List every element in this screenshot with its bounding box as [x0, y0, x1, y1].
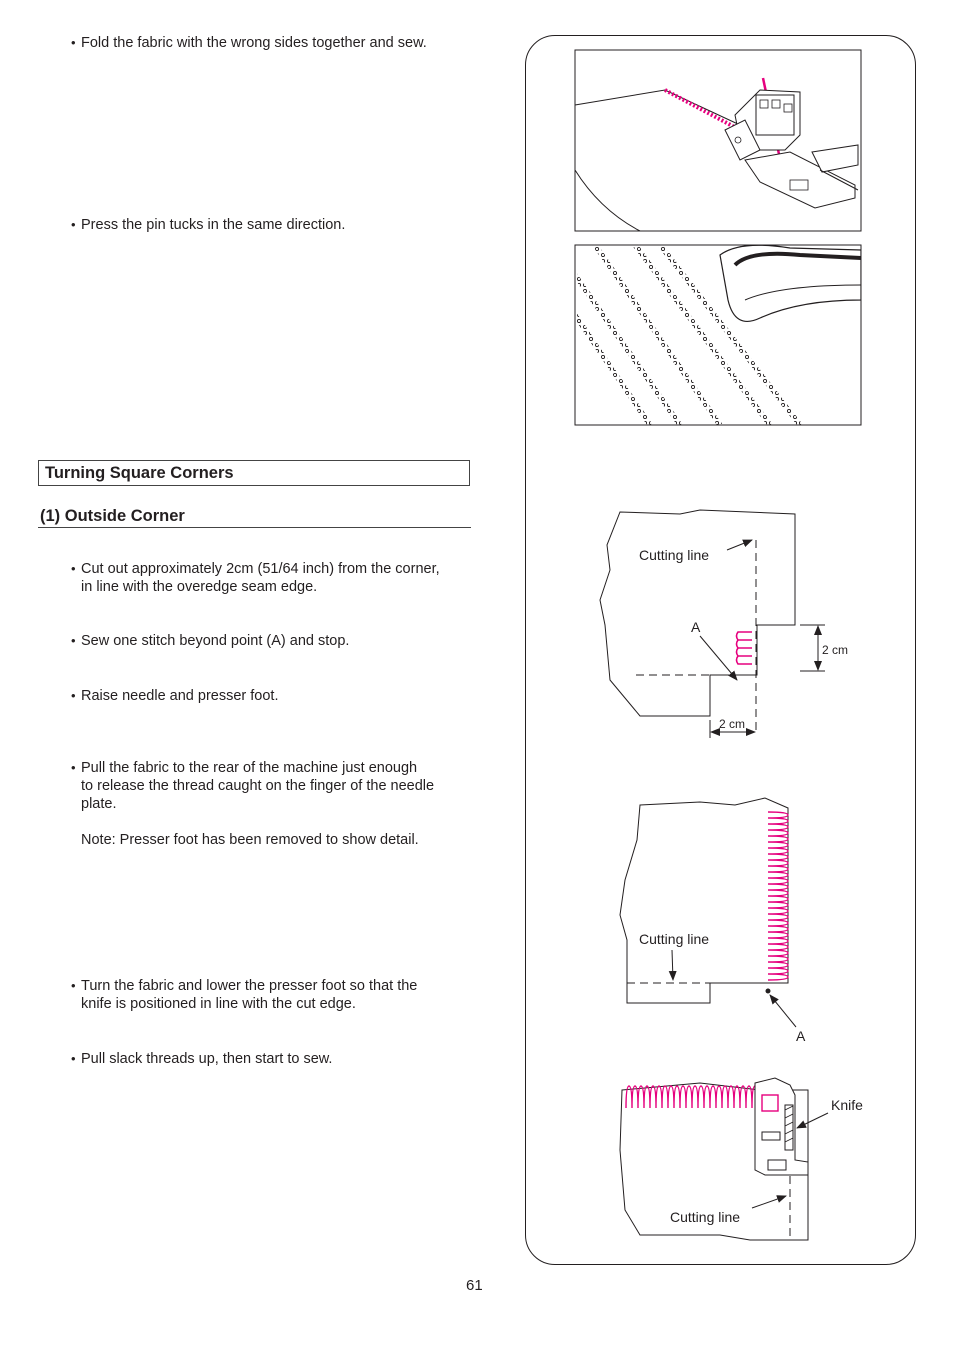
bullet-text: Pull slack threads up, then start to sew. [81, 1051, 333, 1067]
figure-sewing-foot [575, 50, 861, 231]
bullet-text: Pull the fabric to the rear of the machine just enough [81, 760, 418, 776]
label-2cm-horizontal: 2 cm [719, 717, 746, 731]
bullet-dot: • [71, 760, 76, 775]
label-point-a: A [691, 619, 701, 635]
bullet-dot: • [71, 35, 76, 50]
label-cutting-line: Cutting line [639, 547, 710, 563]
subsection-title: (1) Outside Corner [40, 507, 185, 525]
bullet-dot: • [71, 633, 76, 648]
bullet-dot: • [71, 688, 76, 703]
bullet-text: Cut out approximately 2cm (51/64 inch) from the corner, [81, 561, 440, 577]
bullet-text: to release the thread caught on the finger of the needle [81, 778, 435, 794]
section-title: Turning Square Corners [45, 464, 234, 482]
bullet-text: Turn the fabric and lower the presser foot so that the [81, 978, 418, 994]
figure-pressing [575, 245, 861, 425]
page-number: 61 [466, 1277, 483, 1294]
label-knife: Knife [831, 1097, 863, 1113]
figure-cutting-corner [600, 510, 825, 738]
bullet-dot: • [71, 978, 76, 993]
bullet-dot: • [71, 561, 76, 576]
note-text: Note: Presser foot has been removed to show detail. [81, 832, 419, 848]
bullet-text: Raise needle and presser foot. [81, 688, 279, 704]
label-cutting-line: Cutting line [639, 931, 710, 947]
bullet-text: Fold the fabric with the wrong sides together and sew. [81, 35, 427, 51]
label-2cm-vertical: 2 cm [822, 643, 849, 657]
bullet-dot: • [71, 1051, 76, 1066]
label-point-a: A [796, 1028, 806, 1044]
bullet-text: Sew one stitch beyond point (A) and stop. [81, 633, 350, 649]
bullet-text: Press the pin tucks in the same direction. [81, 217, 346, 233]
bullet-text: knife is positioned in line with the cut edge. [81, 996, 356, 1012]
label-cutting-line: Cutting line [670, 1209, 741, 1225]
bullet-text: in line with the overedge seam edge. [81, 579, 318, 595]
bullet-dot: • [71, 217, 76, 232]
bullet-text: plate. [81, 796, 117, 812]
figure-turning [620, 798, 796, 1027]
